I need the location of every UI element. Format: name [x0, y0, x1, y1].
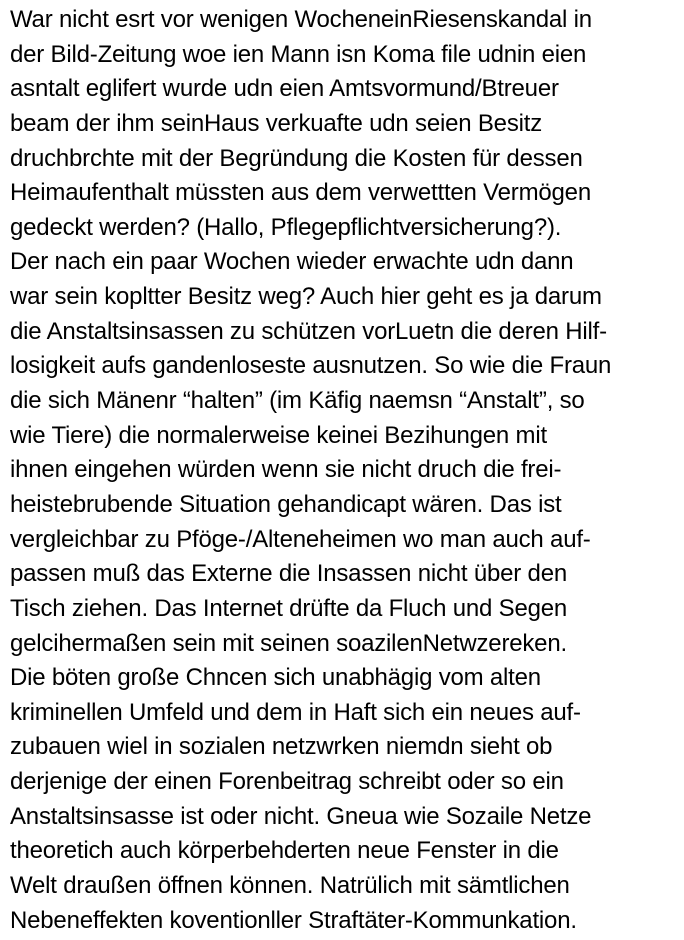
text-line: wie Tiere) die normalerweise keinei Bezihungen mit	[10, 421, 547, 449]
text-line: die Anstaltsinsassen zu schützen vorLuetn die deren Hilf-	[10, 317, 607, 345]
text-line: Anstaltsinsasse ist oder nicht. Gneua wie Sozaile Netze	[10, 802, 592, 830]
text-line: Tisch ziehen. Das Internet drüfte da Fluch und Segen	[10, 594, 568, 622]
text-line: heistebrubende Situation gehandicapt wären. Das ist	[10, 490, 562, 518]
text-line: Nebeneffekten koventionller Straftäter-Kommunkation.	[10, 906, 577, 934]
text-line: asntalt eglifert wurde udn eien Amtsvormund/Btreuer	[10, 75, 559, 103]
text-line: die sich Mänenr “halten” (im Käfig naemsn “Anstalt”, so	[10, 387, 585, 415]
text-line: War nicht esrt vor wenigen WocheneinRiesenskandal in	[10, 6, 592, 33]
body-text	[10, 3, 678, 938]
text-line: druchbrchte mit der Begründung die Kosten für dessen	[10, 144, 583, 172]
text-line: war sein kopltter Besitz weg? Auch hier geht es ja darum	[10, 283, 602, 311]
text-line: passen muß das Externe die Insassen nicht über den	[10, 560, 568, 588]
text-line: beam der ihm seinHaus verkuafte udn seien Besitz	[10, 109, 543, 137]
text-line: Welt draußen öffnen können. Natrülich mit sämtlichen	[10, 872, 570, 900]
text-line: Der nach ein paar Wochen wieder erwachte udn dann	[10, 248, 574, 276]
text-line: losigkeit aufs gandenloseste ausnutzen. So wie die Fraun	[10, 352, 612, 380]
text-line: vergleichbar zu Pföge-/Alteneheimen wo man auch auf-	[10, 525, 591, 553]
text-line: theoretich auch körperbehderten neue Fenster in die	[10, 837, 559, 865]
text-line: Heimaufenthalt müssten aus dem verwettten Vermögen	[10, 179, 591, 207]
text-line: ihnen eingehen würden wenn sie nicht druch die frei-	[10, 456, 562, 484]
text-line: kriminellen Umfeld und dem in Haft sich ein neues auf-	[10, 698, 581, 726]
text-line: Die böten große Chncen sich unabhägig vom alten	[10, 664, 541, 692]
text-line: gedeckt werden? (Hallo, Pflegepflichtversicherung?).	[10, 213, 562, 241]
text-line: zubauen wiel in sozialen netzwrken niemdn sieht ob	[10, 733, 553, 761]
text-line: der Bild-Zeitung woe ien Mann isn Koma file udnin eien	[10, 40, 587, 68]
text-line: gelcihermaßen sein mit seinen soazilenNetwzereken.	[10, 629, 567, 657]
text-line: derjenige der einen Forenbeitrag schreibt oder so ein	[10, 768, 564, 796]
